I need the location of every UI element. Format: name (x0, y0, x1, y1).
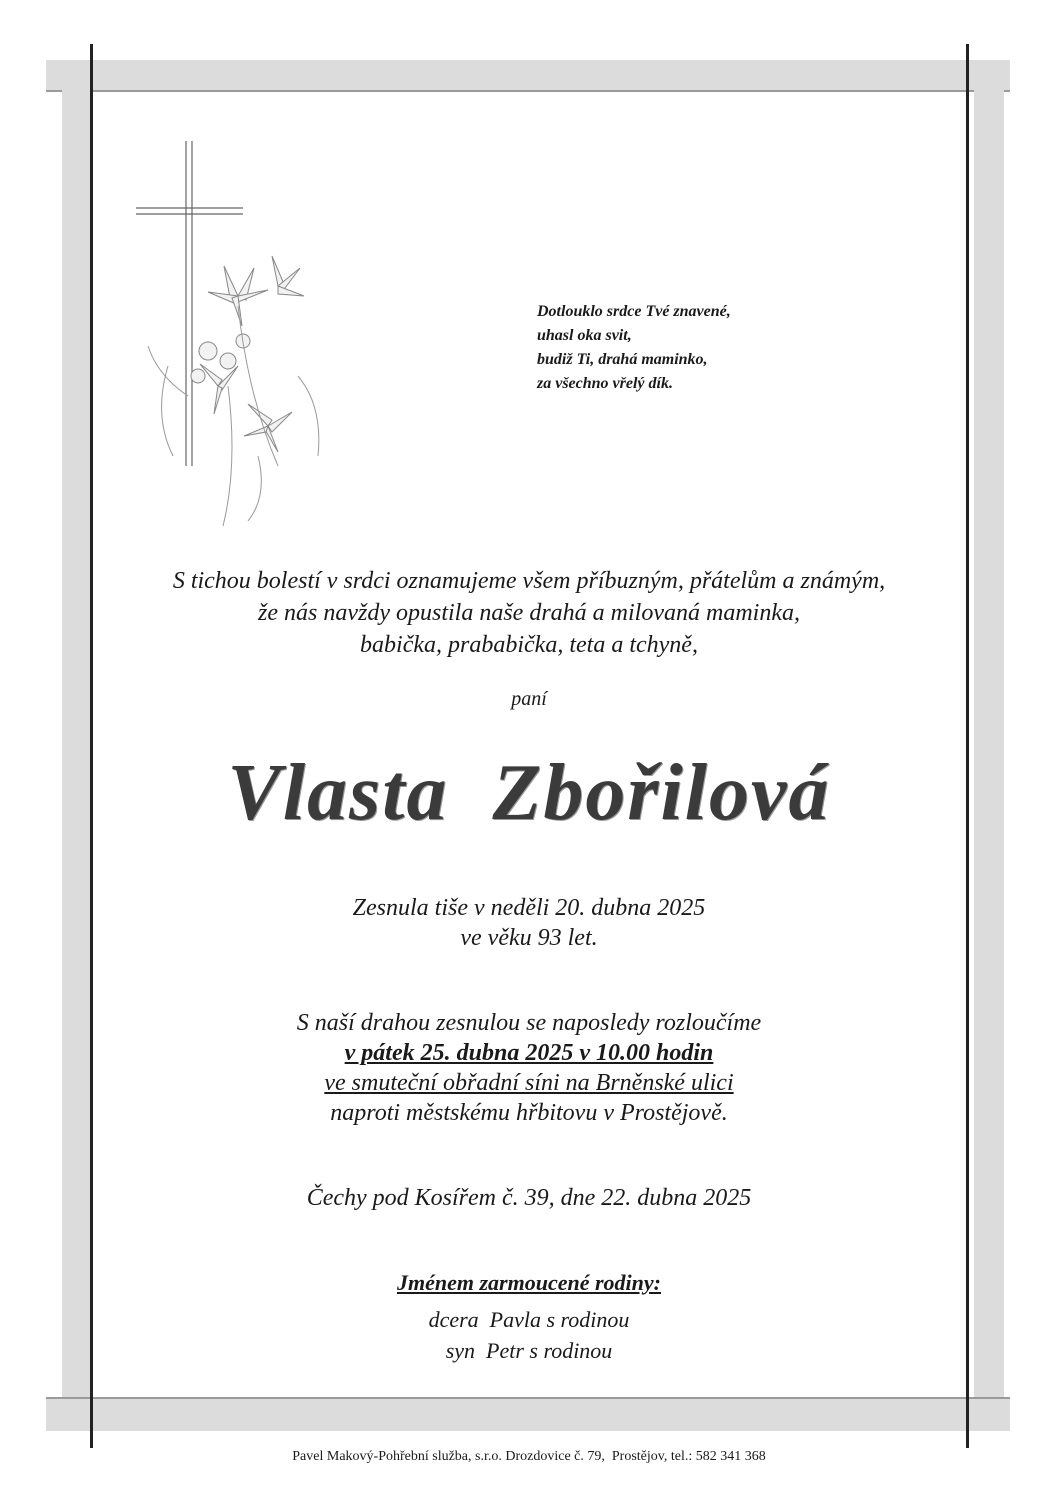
poem-line: uhasl oka svit, (537, 327, 632, 344)
announcement-line: babička, prababička, teta a tchyně, (360, 632, 698, 658)
death-info (92, 893, 966, 953)
ceremony-location: naproti městskému hřbitovu v Prostějově. (330, 1100, 728, 1126)
ceremony-place: ve smuteční obřadní síni na Brněnské ulici (324, 1070, 734, 1096)
funeral-service-footer: Pavel Makový-Pohřební služba, s.r.o. Drozdovice č. 79, Prostějov, tel.: 582 341 368 (292, 1449, 766, 1464)
family-title-text: Jménem zarmoucené rodiny: (397, 1270, 661, 1295)
memorial-poem (537, 300, 731, 396)
announcement (92, 565, 966, 661)
left-frame-band (62, 60, 92, 1431)
right-border-line (966, 44, 969, 1448)
salutation: paní (511, 688, 547, 710)
right-frame-band (974, 60, 1004, 1431)
family-title (92, 1270, 966, 1296)
announcement-line: S tichou bolestí v srdci oznamujeme všem příbuzným, přátelům a známým, (172, 568, 886, 594)
family-member: syn Petr s rodinou (445, 1338, 613, 1363)
family-member: dcera Pavla s rodinou (428, 1307, 630, 1332)
deceased-name: Vlasta Zbořilová (227, 749, 831, 837)
ceremony-info (92, 1008, 966, 1128)
bottom-frame-line (46, 1397, 1010, 1399)
cross-with-lilies-icon (128, 136, 338, 536)
place-and-date: Čechy pod Kosířem č. 39, dne 22. dubna 2025 (306, 1185, 752, 1211)
death-age: ve věku 93 let. (460, 925, 598, 951)
ceremony-datetime: v pátek 25. dubna 2025 v 10.00 hodin (344, 1040, 714, 1066)
poem-line: Dotlouklo srdce Tvé znavené, (537, 303, 731, 320)
left-border-line (90, 44, 93, 1448)
death-date: Zesnula tiše v neděli 20. dubna 2025 (352, 895, 706, 921)
family-members (92, 1304, 966, 1366)
ceremony-intro: S naší drahou zesnulou se naposledy rozloučíme (296, 1010, 762, 1036)
poem-line: budiž Ti, drahá maminko, (537, 351, 708, 368)
poem-line: za všechno vřelý dík. (537, 375, 673, 392)
top-frame-band (46, 60, 1010, 92)
announcement-line: že nás navždy opustila naše drahá a milovaná maminka, (258, 600, 800, 626)
bottom-frame-band (46, 1397, 1010, 1431)
